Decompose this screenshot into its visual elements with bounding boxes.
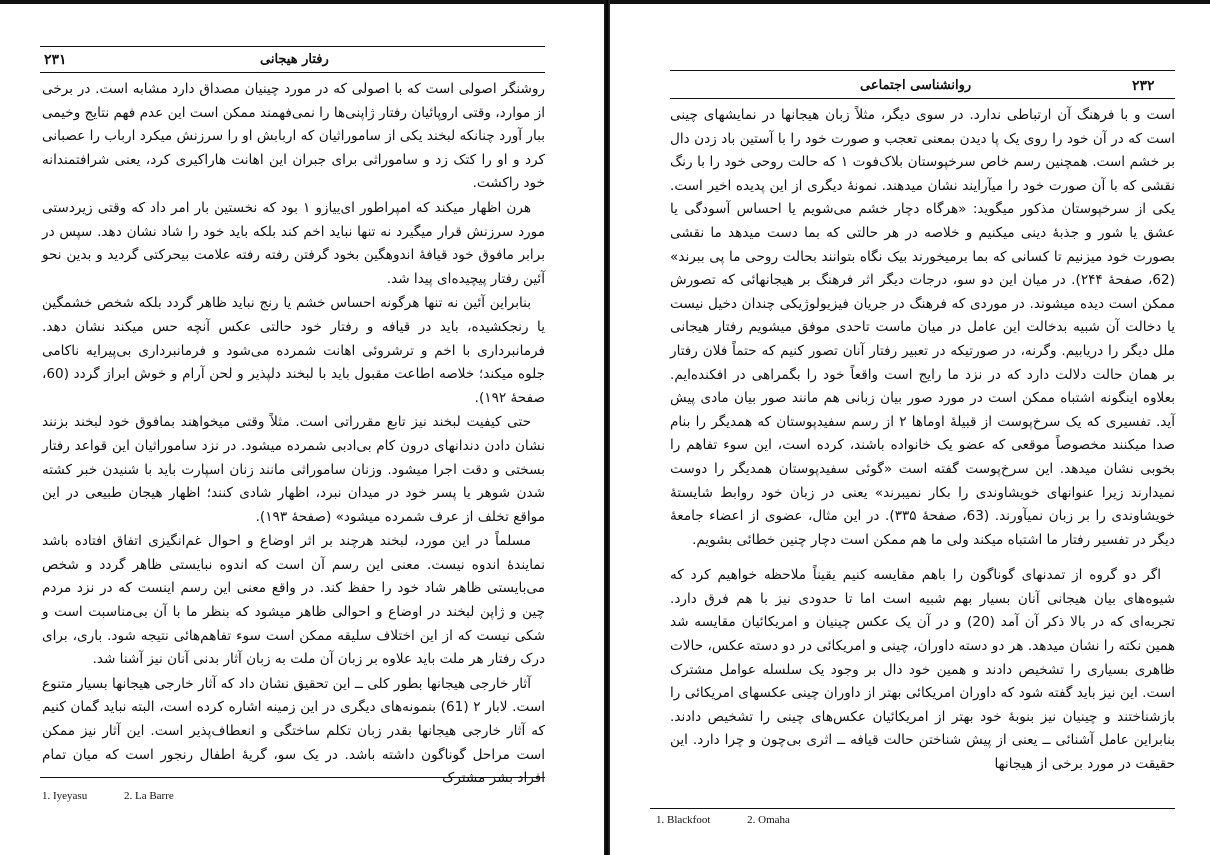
paragraph: روشنگر اصولی است که با اصولی که در مورد چینیان مصداق دارد مشابه است. در برخی از موارد، وقتی اروپائیان رفتار ژاپنی‌ها را نمی‌فهمند ممکن است این عدم فهم نتایج وخیمی ببار آورد چنانکه لبخند یکی از ساموراثیان که اربابش او را سرزنش میکرد ارباب را عصبانی کرد و او را کتک زد و ساموراثی برای جبران این اهانت هاراکیری کرد، یعنی شرافتمندانه خود راکشت. (42, 81, 545, 192)
header-rule-lower (670, 98, 1175, 99)
header-rule-lower (40, 72, 545, 73)
paragraph: آثار خارجی هیجانها بطور کلی ــ این تحقیق نشان داد که آثار خارجی هیجانها بسیار متنوع است. لابار ۲ (61) بنمونه‌های دیگری در این زمینه اشاره کرده است، البته نباید گمان کنیم که آثار خارجی هیجانها بقدر زبان تکلم ساختگی و انعطاف‌پذیر است. این آثار نیز ممکن است مراحل گوناگون داشته باشد. در یک سو، گریهٔ اطفال رنجور است که میان تمام افراد بشر مشترک (42, 675, 545, 787)
page-header-title: روانشناسی اجتماعی (860, 78, 972, 93)
paragraph: اگر دو گروه از تمدنهای گوناگون را باهم مقایسه کنیم یقیناً ملاحظه خواهیم کرد که شیوه‌های بیان هیجانی آنان بسیار بهم شبیه است اما تا حدودی نیز با هم فرق دارد. تجربه‌ای که در بالا ذکر آن آمد (20) و در آن یک عکس چینیان و امریکائیان مقایسه شد همین نکته را نشان میدهد. هر دو دسته داوران، چینی و امریکائی در دو دسته عکس، حالات ظاهری بسیاری را تشخیص دادند و همین خود دال بر وجود یک سلسله عوامل مشترک است. این نیز باید گفته شود که داوران امریکائی بهتر از داوران چینی عکسهای امریکائی را بازشناختند و چینیان نیز بنوبهٔ خود بهتر از امریکائیان عکس‌های چینی را تشخیص دادند. بنابراین عامل آشنائی ــ یعنی از پیش شناختن حالت قیافه ــ اثری بی‌چون و چرا دارد. این حقیقت در مورد برخی از هیجانها (670, 567, 1176, 773)
footnote: 2. Omaha (747, 814, 790, 826)
page-number: ۲۳۲ (1132, 78, 1155, 94)
footnote: 1. Iyeyasu (42, 790, 88, 802)
footnote: 2. La Barre (123, 790, 174, 802)
footnotes (656, 814, 824, 826)
paragraph: است و با فرهنگ آن ارتباطی ندارد. در سوی دیگر، مثلاً زبان هیجانها در نمایشهای چینی است که در آن خود را روی یک پا دیدن بمعنی تعجب و صورت خود را با آستین باد زدن دال بر خشم است. همچنین رسم خاص سرخپوستان بلاک‌فوت ۱ که حالت روحی خود را با رنگ نقشی که با آن صورت خود را میآرایند نشان میدهند. نمونهٔ دیگری از این پدیده اخیر است. یکی از سرخپوستان مذکور میگوید: «هرگاه دچار خشم می‌شویم یا احساس آسودگی یا عشق یا شور و جذبهٔ دینی میکنیم و خلاصه در هر حالتی که بما دست میدهد ما نقشی بصورت خود میزنیم تا کسانی که بما برمیخورند بیک نگاه بتوانند بحالت روحی ما پی ببرند» (62، صفحهٔ ۲۴۴). در میان این دو سو، درجات دیگر اثر فرهنگ بر هیجانهائی که تصورش ممکن است دیده میشوند. در موردی که فرهنگ در جریان فیزیولوژیکی چندان دخیل نیست یا دخالت آن شبیه بدخالت این عامل در میان ماست تاحدی موفق میشویم رفتار هیجانی ملل دیگر را دریابیم. وگرنه، در صورتیکه در تعبیر رفتار آنان تصور کنیم که حتماً فلان رفتار بر همان حالت دلالت دارد که در نزد ما رایج است واقعاً خود را بگمراهی در افکنده‌ایم. بعلاوه اینگونه اشتباه ممکن است در مورد صور بیان زبانی هم مانند صور بیان مادی پیش آید. تفسیری که یک سرخ‌پوست از قبیلهٔ اوماها ۲ از رسم سفیدپوستان که همدیگر را بنام صدا میکنند مخصوصاً موقعی که عضو یک خانواده باشند، کرده است، این سوء تفاهم را بخوبی نشان میدهد. این سرخ‌پوست گفته است «گوئی سفیدپوستان همدیگر را دوست نمیدارند زیرا عنوانهای خویشاوندی را بکار نمیبرند» یعنی در زبان خود روابط شایستهٔ خویشاوندی را بر زبان نمیآورند. (63، صفحهٔ ۳۳۵). در این مثال، عضوی از اعضاء جامعهٔ دیگر در تفسیر رفتار ما اشتباه میکند ولی ما هم ممکن است دچار چنین خطائی بشویم. (670, 107, 1176, 548)
left-page (0, 0, 604, 855)
header-rule (40, 46, 545, 47)
paragraph: بنابراین آئین نه تنها هرگونه احساس خشم یا رنج نباید ظاهر گردد بلکه شخص خشمگین یا رنجکشیده، باید در قیافه و رفتار خود حالتی عکس آنچه حس میکند نشان دهد. فرمانبرداری با اخم و ترشروئی اهانت شمرده می‌شود و فرمانبرداری بی‌پیرایه ناکامی جلوه میکند؛ خلاصه اطاعت مقبول باید با لبخند دلپذیر و لحن آرام و خوش ابراز گردد (60، صفحهٔ ۱۹۲). (42, 295, 545, 406)
footnotes (42, 790, 208, 802)
paragraph: حتی کیفیت لبخند نیز تابع مقرراتی است. مثلاً وقتی میخواهند بمافوق خود لبخند بزنند نشان دادن دندانهای درون کام بی‌ادبی شمرده میشود. در نزد ساموراثیان این قواعد رفتار بسختی و دقت اجرا میشود. وزنان ساموراثی مانند زنان اسپارت باید با شنیدن خبر کشته شدن شوهر یا پسر خود در میدان نبرد، اظهار شادی کنند؛ اظهار هیجان طبیعی در این مواقع تخلف از عرف شمرده میشود» (صفحهٔ ۱۹۳). (42, 414, 545, 525)
scan-top-edge (610, 0, 1210, 4)
body-text (42, 78, 545, 792)
right-page (610, 0, 1210, 855)
footnote: 1. Blackfoot (656, 814, 711, 826)
paragraph: مسلماً در این مورد، لبخند هرچند بر اثر اوضاع و احوال غم‌انگیزی اتفاق افتاده باشد نمایندهٔ اندوه نیست. معنی این رسم آن است که اندوه نبایستی ظاهر گردد و شخص می‌بایستی ظاهر شاد خود را حفظ کند. در واقع معنی این رسم اینست که در نزد مردم چین و ژاپن لبخند در اوضاع و احوالی ظاهر میشود که بنظر ما با آن بی‌مناسبت است و شکی نیست که از این اختلاف سلیقه ممکن است سوء تفاهم‌هائی نتیجه شود. باری، برای درک رفتار هر ملت باید علاوه بر زبان آن ملت به زبان آثار بدنی آنان نیز آشنا شد. (42, 533, 545, 668)
header-rule (670, 70, 1175, 71)
page-number: ۲۳۱ (44, 52, 67, 68)
footnote-rule (40, 777, 545, 778)
paragraph: هرن اظهار میکند که امپراطور ای‌ییازو ۱ بود که نخستین بار امر داد که وقتی زیردستی مورد سرزنش قرار میگیرد نه تنها نباید اخم کند بلکه باید خود را شاد نشان دهد. سپس در برابر مافوق خود قیافهٔ اندوهگین بخود گرفتن رفته رفته علامت بیحرکتی گردید و بدین نحو آئین رفتار پیچیده‌ای پیدا شد. (42, 199, 545, 287)
scan-top-edge (0, 0, 604, 4)
body-text (670, 104, 1175, 778)
page-header-title: رفتار هیجانی (260, 52, 329, 67)
footnote-rule (650, 808, 1175, 809)
